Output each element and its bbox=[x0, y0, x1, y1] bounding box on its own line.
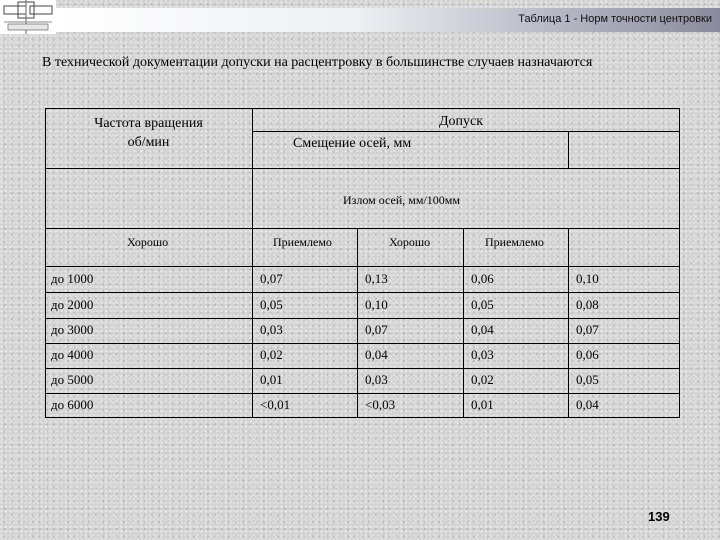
subheader-good-1: Хорошо bbox=[127, 235, 169, 249]
table-row-6-break-good: 0,01 bbox=[471, 397, 494, 412]
header-tolerance: Допуск bbox=[439, 114, 484, 129]
table-row-4-break-good: 0,03 bbox=[471, 347, 494, 362]
table-row-4-speed: до 4000 bbox=[51, 347, 94, 362]
table-row-1-speed: до 1000 bbox=[51, 271, 94, 286]
table-row-3-speed: до 3000 bbox=[51, 322, 94, 337]
page-number: 139 bbox=[648, 509, 670, 524]
subheader-good-2: Хорошо bbox=[389, 235, 431, 249]
table-row-6-offset-acceptable: <0,03 bbox=[365, 397, 396, 412]
header-bar bbox=[56, 8, 720, 32]
logo-icon bbox=[0, 0, 56, 34]
table-row-2-offset-good: 0,05 bbox=[260, 297, 283, 312]
table-row-2-break-good: 0,05 bbox=[471, 297, 494, 312]
table-row-3-break-acceptable: 0,07 bbox=[576, 322, 599, 337]
table-row-4-break-acceptable: 0,06 bbox=[576, 347, 599, 362]
header-title: Таблица 1 - Норм точности центровки bbox=[518, 13, 712, 25]
table-row-5-offset-good: 0,01 bbox=[260, 372, 283, 387]
table-row-5-speed: до 5000 bbox=[51, 372, 94, 387]
table-row-6-offset-good: <0,01 bbox=[260, 397, 291, 412]
subheader-acceptable-1: Приемлемо bbox=[273, 235, 332, 249]
subheader-acceptable-2: Приемлемо bbox=[485, 235, 544, 249]
table-row-1-break-acceptable: 0,10 bbox=[576, 271, 599, 286]
table-row-1-break-good: 0,06 bbox=[471, 271, 494, 286]
table-row-2-break-acceptable: 0,08 bbox=[576, 297, 599, 312]
table-row-6-speed: до 6000 bbox=[51, 397, 94, 412]
table-row-2-offset-acceptable: 0,10 bbox=[365, 297, 388, 312]
table-row-4-offset-good: 0,02 bbox=[260, 347, 283, 362]
header-speed-line2: об/мин bbox=[127, 135, 170, 150]
table-row-6-break-acceptable: 0,04 bbox=[576, 397, 599, 412]
intro-text: В технической документации допуски на расцентровку в большинстве случаев назначаются bbox=[42, 55, 593, 70]
header-offset: Смещение осей, мм bbox=[293, 136, 412, 151]
header-speed-line1: Частота вращения bbox=[94, 116, 203, 131]
table-row-5-offset-acceptable: 0,03 bbox=[365, 372, 388, 387]
table-row-5-break-acceptable: 0,05 bbox=[576, 372, 599, 387]
table-row-1-offset-good: 0,07 bbox=[260, 271, 283, 286]
table-row-4-offset-acceptable: 0,04 bbox=[365, 347, 388, 362]
table-row-5-break-good: 0,02 bbox=[471, 372, 494, 387]
table-row-3-offset-good: 0,03 bbox=[260, 322, 283, 337]
header-break: Излом осей, мм/100мм bbox=[343, 193, 460, 207]
table-row-2-speed: до 2000 bbox=[51, 297, 94, 312]
table-row-1-offset-acceptable: 0,13 bbox=[365, 271, 388, 286]
table-row-3-break-good: 0,04 bbox=[471, 322, 494, 337]
table-row-3-offset-acceptable: 0,07 bbox=[365, 322, 388, 337]
